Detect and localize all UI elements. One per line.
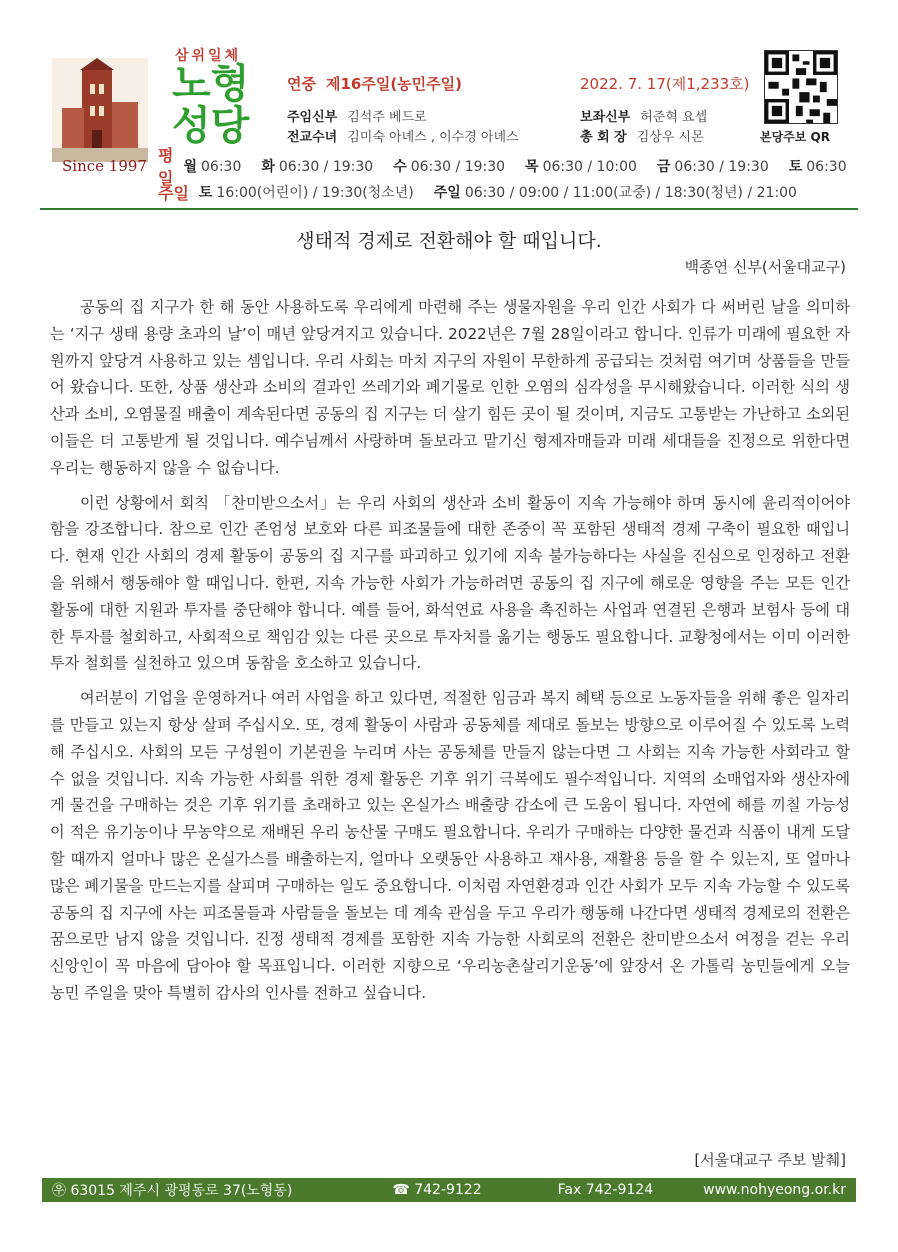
president-label: 총 회 장 bbox=[580, 130, 627, 145]
schedule-item: 화 06:30 / 19:30 bbox=[261, 159, 374, 175]
logo-line-1: 노형 bbox=[172, 61, 250, 107]
since-year: Since 1997 bbox=[62, 157, 147, 175]
schedule-item: 목 06:30 / 10:00 bbox=[525, 159, 637, 175]
footer-fax: Fax 742-9124 bbox=[557, 1182, 654, 1198]
sisters-label: 전교수녀 bbox=[287, 130, 338, 145]
sunday-schedule bbox=[158, 180, 844, 204]
president-name: 김상우 시몬 bbox=[636, 130, 704, 145]
pastor-name: 김석주 베드로 bbox=[347, 110, 427, 125]
logo-subtitle: 삼위일체 bbox=[175, 48, 242, 64]
schedule-item: 금 06:30 / 19:30 bbox=[656, 159, 769, 175]
weekday-schedule bbox=[158, 146, 847, 188]
sunday-label: 주일 bbox=[158, 183, 189, 203]
issue-date: 2022. 7. 17(제1,233호) bbox=[580, 75, 750, 93]
church-building-icon bbox=[52, 58, 148, 162]
qr-code-icon[interactable] bbox=[764, 50, 838, 124]
article-paragraph: 이런 상황에서 회칙 「찬미받으소서」는 우리 사회의 생산과 소비 활동이 지속 가능해야 하며 동시에 윤리적이어야 함을 강조합니다. 참으로 인간 존엄성 보호와 다른 피조물들에 대한 존중이 꼭 포함된 생태적 경제 구축이 필요한 때입니다. 현재 인간 사회의 경제 활동이 공동의 집 지구를 파괴하고 있기에 지속 불가능하다는 사실을 진심으로 인정하고 전환을 위해서 행동해야 할 때입니다. 한편, 지속 가능한 사회가 가능하려면 공동의 집 지구에 해로운 영향을 주는 모든 인간 활동에 대한 지원과 투자를 중단해야 합니다. 예를 들어, 화석연료 사용을 촉진하는 사업과 연결된 은행과 보험사 등에 대한 투자를 철회하고, 사회적으로 책임감 있는 다른 곳으로 투자처를 옮기는 행동도 필요합니다. 교황청에서는 이미 이러한 투자 철회를 실천하고 있으며 동참을 호소하고 있습니다. bbox=[50, 493, 850, 673]
qr-label: 본당주보 QR bbox=[760, 130, 830, 144]
staff-assistant bbox=[580, 106, 707, 125]
schedule-item: 토 16:00(어린이) / 19:30(청소년) bbox=[198, 185, 414, 201]
liturgical-season: 연중 bbox=[287, 75, 316, 93]
staff-president bbox=[580, 126, 704, 145]
liturgical-title bbox=[287, 73, 462, 94]
article-body bbox=[50, 294, 850, 1015]
schedule-item: 주일 06:30 / 09:00 / 11:00(교중) / 18:30(청년) / 21:00 bbox=[433, 185, 797, 201]
assistant-name: 허준혁 요셉 bbox=[640, 110, 708, 125]
staff-sisters bbox=[287, 126, 519, 145]
pastor-label: 주임신부 bbox=[287, 110, 338, 125]
footer-website-link[interactable]: www.nohyeong.or.kr bbox=[703, 1182, 846, 1198]
bulletin-header bbox=[0, 0, 898, 215]
header-divider bbox=[40, 208, 858, 210]
footer-address: ㉾ 63015 제주시 광평동로 37(노형동) bbox=[52, 1183, 293, 1199]
article-paragraph: 공동의 집 지구가 한 해 동안 사용하도록 우리에게 마련해 주는 생물자원을 우리 인간 사회가 다 써버린 날을 의미하는 ‘지구 생태 용량 초과의 날’이 매년 앞당겨지고 있습니다. 2022년은 7월 28일이라고 합니다. 인류가 미래에 필요한 자원까지 앞당겨 사용하고 있는 셈입니다. 우리 사회는 마치 지구의 자원이 무한하게 공급되는 것처럼 여기며 상품들을 만들어 왔습니다. 또한, 상품 생산과 소비의 결과인 쓰레기와 폐기물로 인한 오염의 심각성을 무시해왔습니다. 이러한 식의 생산과 소비, 오염물질 배출이 계속된다면 공동의 집 지구는 더 살기 힘든 곳이 될 것이며, 지금도 고통받는 가난하고 소외된이들은 더 고통받게 될 것입니다. 예수님께서 사랑하며 돌보라고 맡기신 형제자매들과 미래 세대들을 진정으로 위한다면 우리는 행동하지 않을 수 없습니다. bbox=[50, 298, 850, 477]
liturgical-week: 제16주일(농민주일) bbox=[325, 75, 463, 93]
footer-phone: ☎ 742-9122 bbox=[392, 1182, 482, 1198]
staff-pastor bbox=[287, 106, 427, 125]
schedule-item: 월 06:30 bbox=[183, 159, 242, 175]
article-title: 생태적 경제로 전환해야 할 때입니다. bbox=[296, 230, 602, 252]
article-paragraph: 여러분이 기업을 운영하거나 여러 사업을 하고 있다면, 적절한 임금과 복지 혜택 등으로 노동자들을 위해 좋은 일자리를 만들고 있는지 항상 살펴 주십시오. 또, 경제 활동이 사람과 공동체를 제대로 돌보는 방향으로 이루어질 수 있도록 노력해 주십시오. 사회의 모든 구성원이 기본권을 누리며 사는 공동체를 만들지 않는다면 그 사회는 지속 가능한 사회라고 할 수 없을 것입니다. 지속 가능한 사회를 위한 경제 활동은 기후 위기 극복에도 필수적입니다. 지역의 소매업자와 생산자에게 물건을 구매하는 것은 기후 위기를 초래하고 있는 온실가스 배출량 감소에 큰 도움이 됩니다. 자연에 해를 끼칠 가능성이 적은 유기농이나 무농약으로 재배된 우리 농산물 구매도 필요합니다. 우리가 구매하는 다양한 물건과 식품이 내게 도달할 때까지 얼마나 많은 온실가스를 배출하는지, 얼마나 오랫동안 사용하고 재사용, 재활용 등을 할 수 있는지, 또 얼마나 많은 폐기물을 만드는지를 살피며 구매하는 일도 중요합니다. 이처럼 자연환경과 인간 사회가 모두 지속 가능할 수 있도록 공동의 집 지구에 사는 피조물들과 사람들을 돌보는 데 계속 관심을 두고 우리가 행동해 나간다면 생태적 경제로의 전환은 꿈으로만 남지 않을 것입니다. 진정 생태적 경제를 포함한 지속 가능한 사회로의 전환은 찬미받으소서 여정을 걷는 우리 신앙인이 꼭 마음에 담아야 할 목표입니다. 이러한 지향으로 ‘우리농촌살리기운동’에 앞장서 온 가톨릭 농민들에게 오늘 농민 주일을 맞아 특별히 감사의 인사를 전하고 싶습니다. bbox=[50, 689, 850, 1002]
article-source: [서울대교구 주보 발췌] bbox=[694, 1151, 846, 1169]
schedule-item: 수 06:30 / 19:30 bbox=[393, 159, 506, 175]
sisters-name: 김미숙 아녜스 , 이수경 아녜스 bbox=[347, 130, 519, 145]
schedule-item: 토 06:30 bbox=[788, 159, 847, 175]
logo-line-2: 성당 bbox=[172, 103, 250, 149]
article-author: 백종연 신부(서울대교구) bbox=[684, 258, 846, 276]
footer-bar bbox=[42, 1178, 856, 1202]
weekday-label: 평일 bbox=[158, 146, 174, 188]
assistant-label: 보좌신부 bbox=[580, 110, 631, 125]
